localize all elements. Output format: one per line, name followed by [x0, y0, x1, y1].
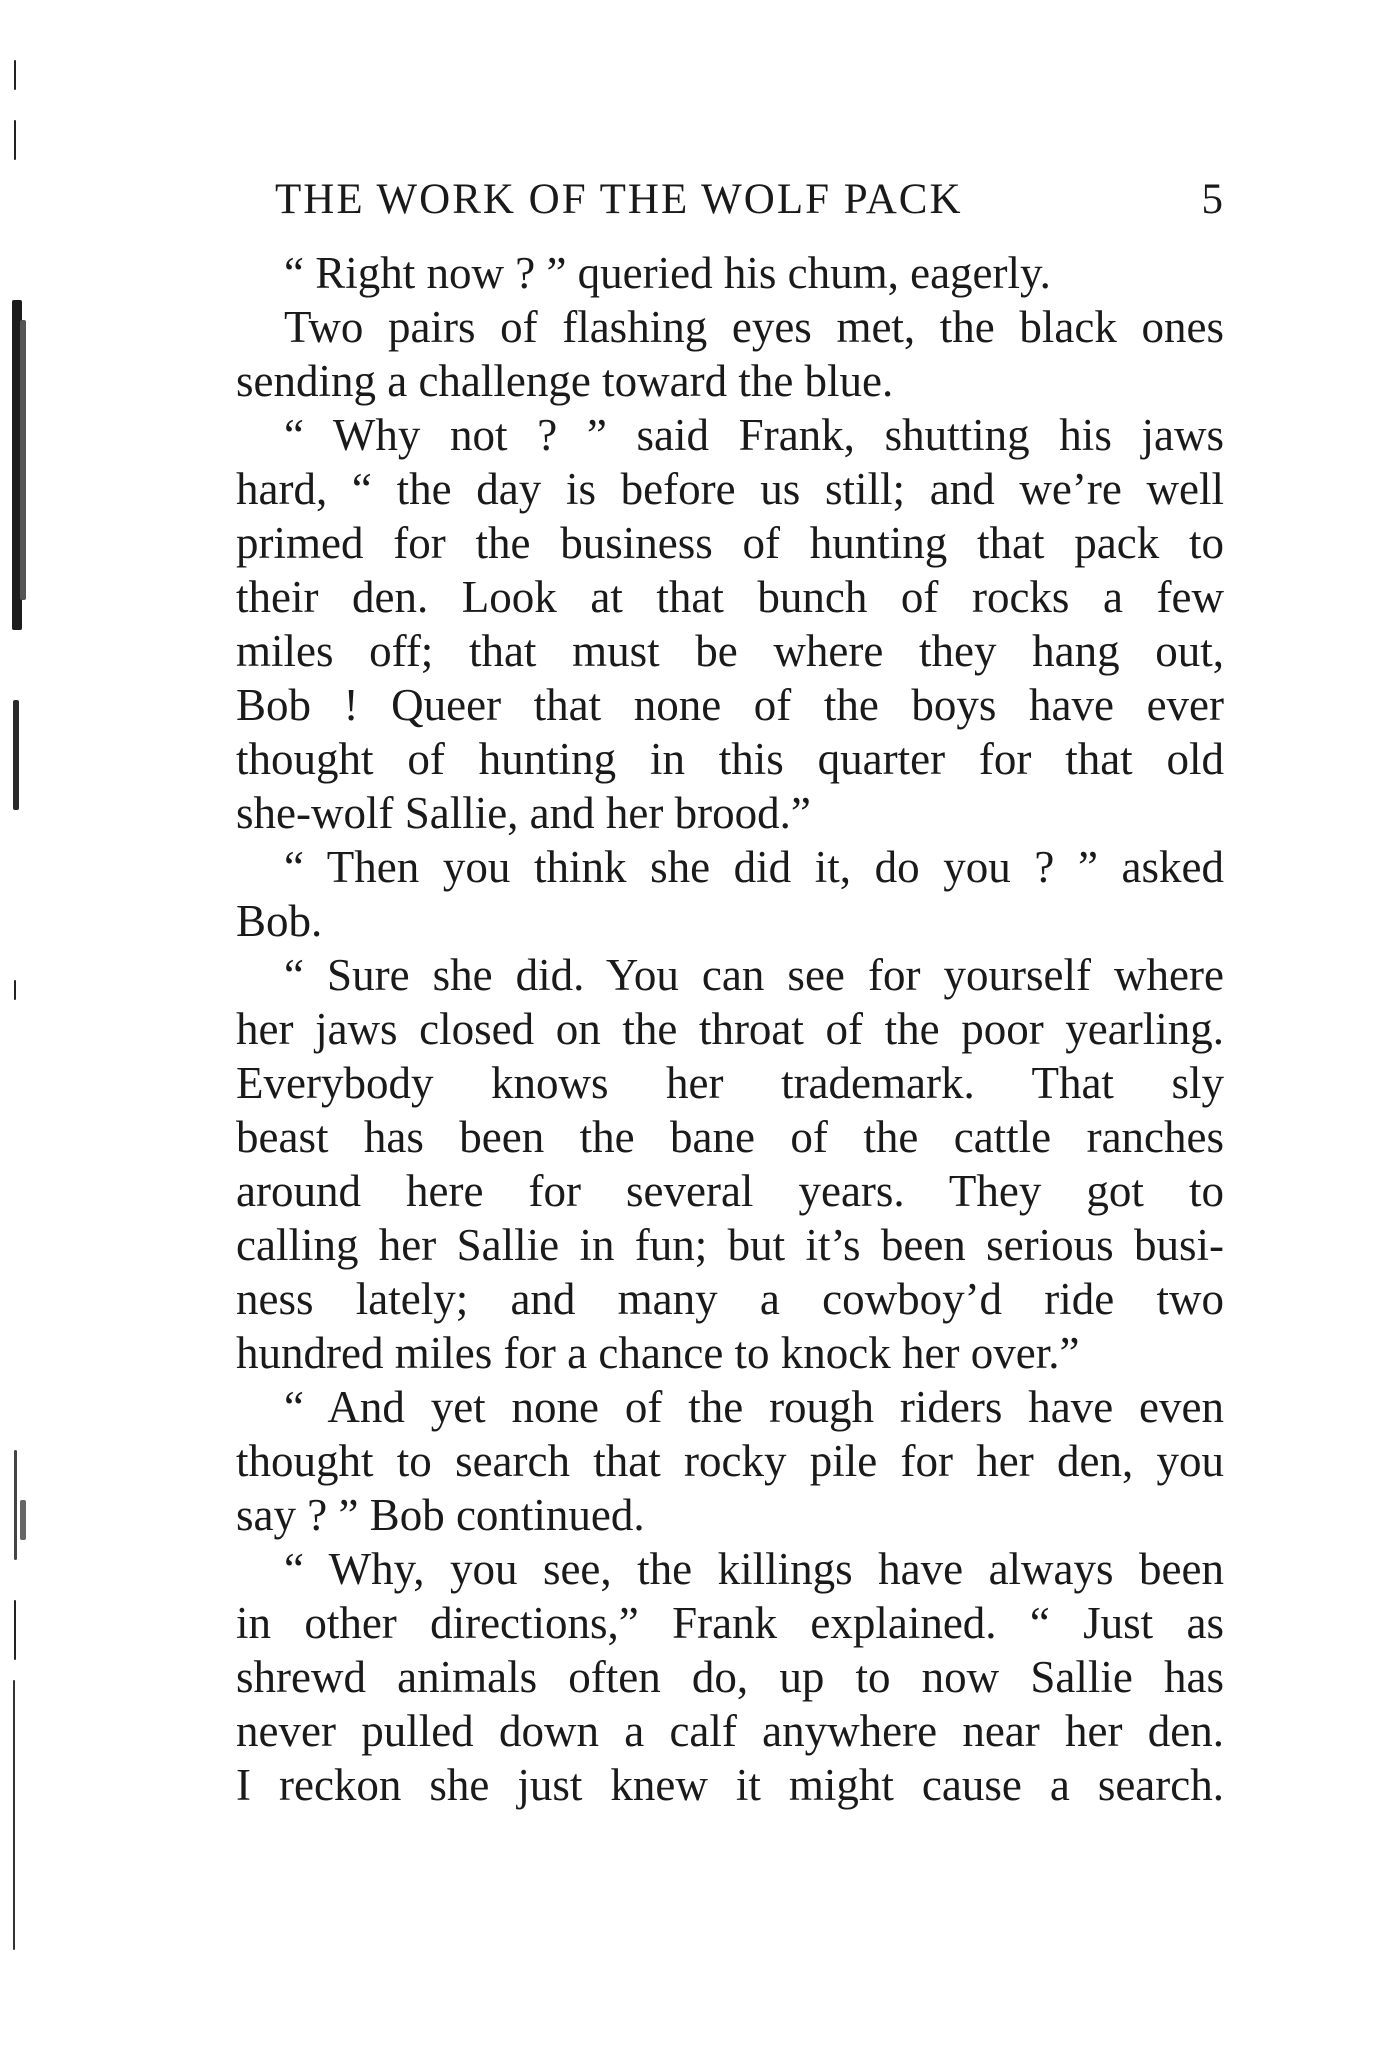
text-line: “ Right now ? ” queried his chum, eagerly. — [284, 248, 1051, 298]
running-header — [275, 170, 1225, 230]
gutter-mark — [14, 120, 16, 160]
scan-gutter-shadow — [0, 0, 70, 2058]
text-line: their den. Look at that bunch of rocks a few — [236, 572, 1224, 622]
text-line: hard, “ the day is before us still; and we’re well — [236, 464, 1224, 514]
text-line: sending a challenge toward the blue. — [236, 356, 894, 406]
text-line: “ Then you think she did it, do you ? ” asked — [284, 842, 1224, 892]
gutter-mark — [14, 980, 16, 1000]
text-line: “ Sure she did. You can see for yourself where — [284, 950, 1224, 1000]
text-line: primed for the business of hunting that pack to — [236, 518, 1224, 568]
text-line: thought to search that rocky pile for her den, you — [236, 1436, 1224, 1486]
gutter-mark — [13, 1680, 15, 1950]
text-line: say ? ” Bob continued. — [236, 1490, 645, 1540]
text-line: miles off; that must be where they hang out, — [236, 626, 1224, 676]
text-line: “ Why, you see, the killings have always been — [284, 1544, 1224, 1594]
text-line: Bob ! Queer that none of the boys have ever — [236, 680, 1224, 730]
text-line: her jaws closed on the throat of the poor yearling. — [236, 1004, 1224, 1054]
text-line: Two pairs of flashing eyes met, the black ones — [284, 302, 1224, 352]
gutter-mark — [14, 1450, 17, 1560]
text-line: she-wolf Sallie, and her brood.” — [236, 788, 811, 838]
gutter-mark — [14, 1600, 16, 1660]
text-line: thought of hunting in this quarter for that old — [236, 734, 1224, 784]
text-line: never pulled down a calf anywhere near her den. — [236, 1706, 1224, 1756]
text-line: Bob. — [236, 896, 323, 946]
text-line: Everybody knows her trademark. That sly — [236, 1058, 1224, 1108]
text-line: calling her Sallie in fun; but it’s been serious busi- — [236, 1220, 1224, 1270]
text-line: “ Why not ? ” said Frank, shutting his jaws — [284, 410, 1224, 460]
text-line: “ And yet none of the rough riders have even — [284, 1382, 1224, 1432]
text-line: beast has been the bane of the cattle ranches — [236, 1112, 1224, 1162]
body-text — [236, 246, 1224, 1812]
text-line: in other directions,” Frank explained. “ Just as — [236, 1598, 1224, 1648]
text-line: ness lately; and many a cowboy’d ride two — [236, 1274, 1224, 1324]
running-title: THE WORK OF THE WOLF PACK — [275, 176, 963, 223]
gutter-mark — [20, 320, 26, 600]
page-number: 5 — [1201, 176, 1225, 223]
text-line: hundred miles for a chance to knock her over.” — [236, 1328, 1080, 1378]
gutter-mark — [14, 60, 16, 90]
gutter-mark — [13, 700, 19, 810]
text-line: shrewd animals often do, up to now Sallie has — [236, 1652, 1224, 1702]
text-line: I reckon she just knew it might cause a search. — [236, 1760, 1224, 1810]
text-line: around here for several years. They got to — [236, 1166, 1224, 1216]
gutter-mark — [20, 1500, 26, 1540]
